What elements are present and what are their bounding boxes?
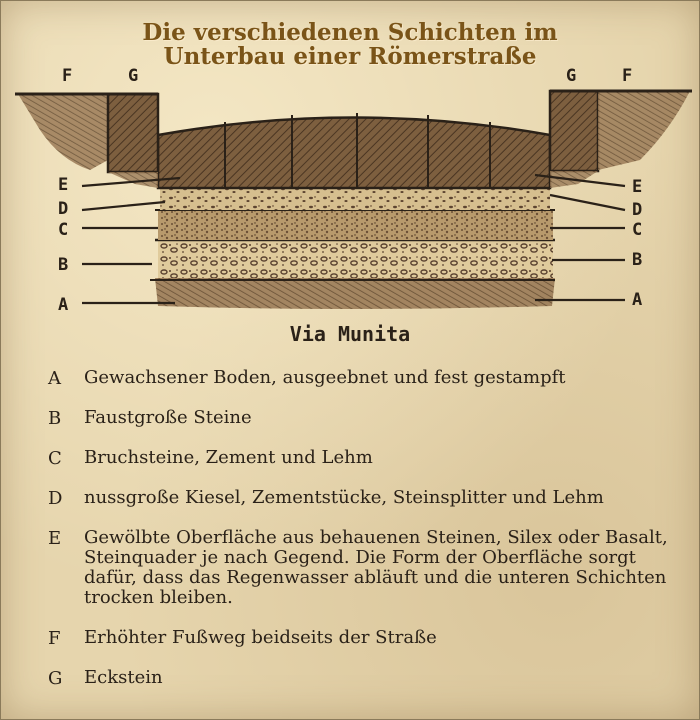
label-left-g: G [128,66,139,86]
title-line-2: Unterbau einer Römerstraße [163,43,537,70]
legend-text: Bruchsteine, Zement und Lehm [84,447,373,468]
legend-text: Erhöhter Fußweg beidseits der Straße [84,627,437,648]
legend-text: Faustgroße Steine [84,407,252,428]
layer-a-ground [155,278,555,309]
legend-key: D [48,488,63,509]
layer-d-gravel [160,188,550,210]
road-cross-section-diagram [0,60,700,320]
legend-text: Eckstein [84,667,163,688]
legend-key: A [48,368,61,389]
left-earth-bank [18,94,108,170]
right-earth-bank [598,91,690,170]
legend-text: Gewölbte Oberfläche aus behauenen Steinen, Silex oder Basalt, Steinquader je nach Gegend. Die Form der Oberfläche sorgt dafür, dass das Regenwasser abläuft und die unteren Schichten trocken bleiben. [84,527,668,608]
diagram-caption: Via Munita [289,322,411,346]
label-right-b: B [632,250,643,270]
label-right-e: E [632,177,643,197]
label-right-f: F [622,66,633,86]
legend-key: C [48,448,62,469]
label-left-a: A [58,295,69,315]
label-right-d: D [632,200,643,220]
label-left-c: C [58,220,69,240]
legend-text: Gewachsener Boden, ausgeebnet und fest gestampft [84,367,566,388]
label-left-b: B [58,255,69,275]
layer-b-stones [158,240,553,278]
label-left-f: F [62,66,73,86]
legend-key: B [48,408,62,429]
legend-key: E [48,528,62,549]
label-right-c: C [632,220,643,240]
label-left-d: D [58,199,69,219]
label-right-g: G [566,66,577,86]
legend-key: G [48,668,63,689]
left-kerb-stone-g [108,94,158,172]
layer-c-rubble [158,210,553,240]
legend-key: F [48,628,61,649]
label-right-a: A [632,290,643,310]
right-kerb-stone-g [550,91,598,171]
legend-text: nussgroße Kiesel, Zementstücke, Steinsplitter und Lehm [84,487,604,508]
layer-e-paving [158,118,550,189]
label-left-e: E [58,175,69,195]
title-line-1: Die verschiedenen Schichten im [142,19,558,46]
